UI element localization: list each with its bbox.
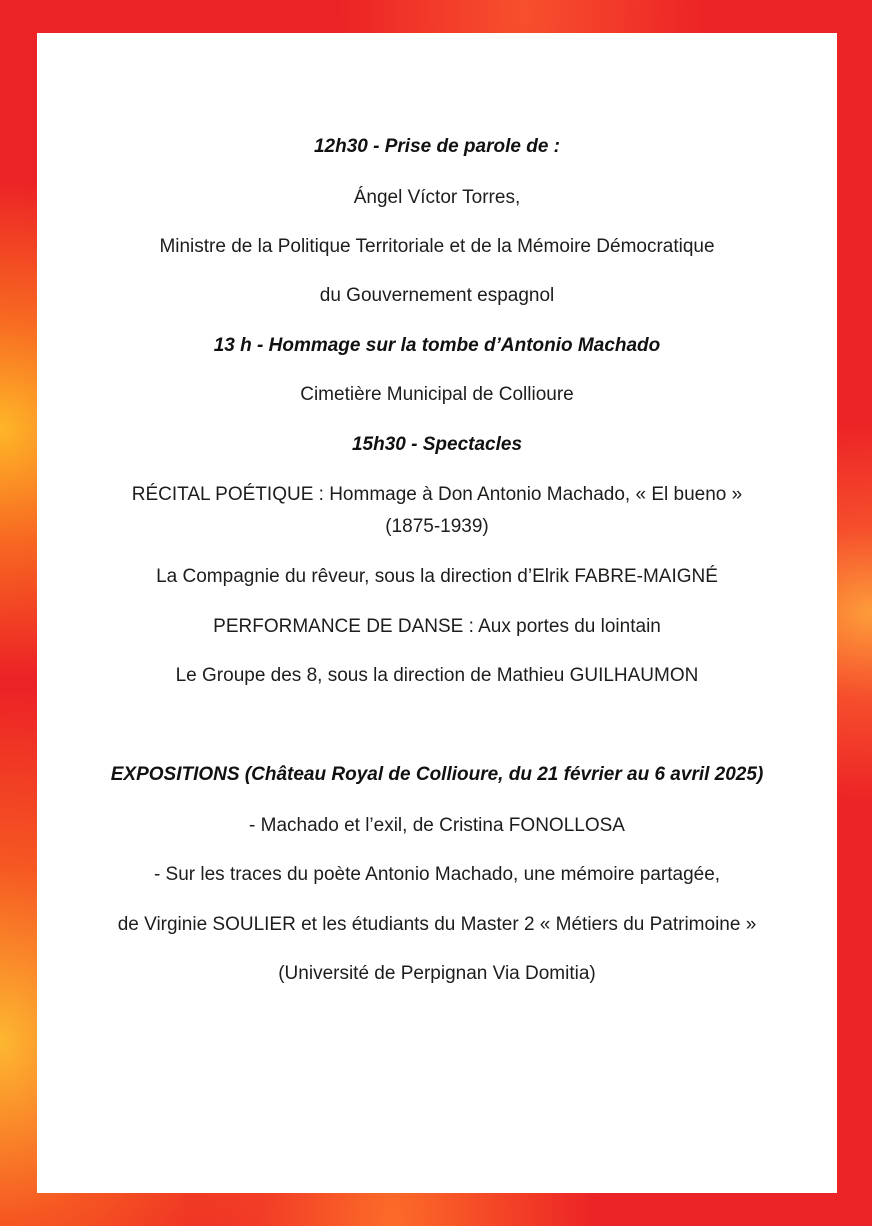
dance-company: Le Groupe des 8, sous la direction de Mathieu GUILHAUMON: [175, 665, 699, 686]
speech-heading: 12h30 - Prise de parole de :: [313, 136, 561, 157]
exhibition-item-1: - Machado et l’exil, de Cristina FONOLLOSA: [249, 815, 625, 836]
tribute-place: Cimetière Municipal de Collioure: [300, 384, 574, 405]
recital-title: RÉCITAL POÉTIQUE : Hommage à Don Antonio Machado, « El bueno »: [131, 484, 743, 505]
dance-title: PERFORMANCE DE DANSE : Aux portes du lointain: [213, 616, 661, 637]
recital-company: La Compagnie du rêveur, sous la direction d’Elrik FABRE-MAIGNÉ: [156, 566, 718, 587]
program-card: [37, 33, 837, 1193]
exhibition-item-2: - Sur les traces du poète Antonio Machado, une mémoire partagée,: [153, 864, 721, 885]
shows-heading: 15h30 - Spectacles: [351, 434, 523, 455]
speaker-role: Ministre de la Politique Territoriale et de la Mémoire Démocratique: [159, 236, 715, 257]
exhibition-item-2-university: (Université de Perpignan Via Domitia): [278, 963, 596, 984]
exhibitions-heading: EXPOSITIONS (Château Royal de Collioure, du 21 février au 6 avril 2025): [110, 764, 764, 785]
recital-dates: (1875-1939): [385, 516, 489, 537]
exhibition-item-2-authors: de Virginie SOULIER et les étudiants du Master 2 « Métiers du Patrimoine »: [117, 914, 757, 935]
tribute-heading: 13 h - Hommage sur la tombe d’Antonio Machado: [213, 335, 661, 356]
speaker-name: Ángel Víctor Torres,: [353, 187, 521, 208]
speaker-government: du Gouvernement espagnol: [319, 285, 555, 306]
